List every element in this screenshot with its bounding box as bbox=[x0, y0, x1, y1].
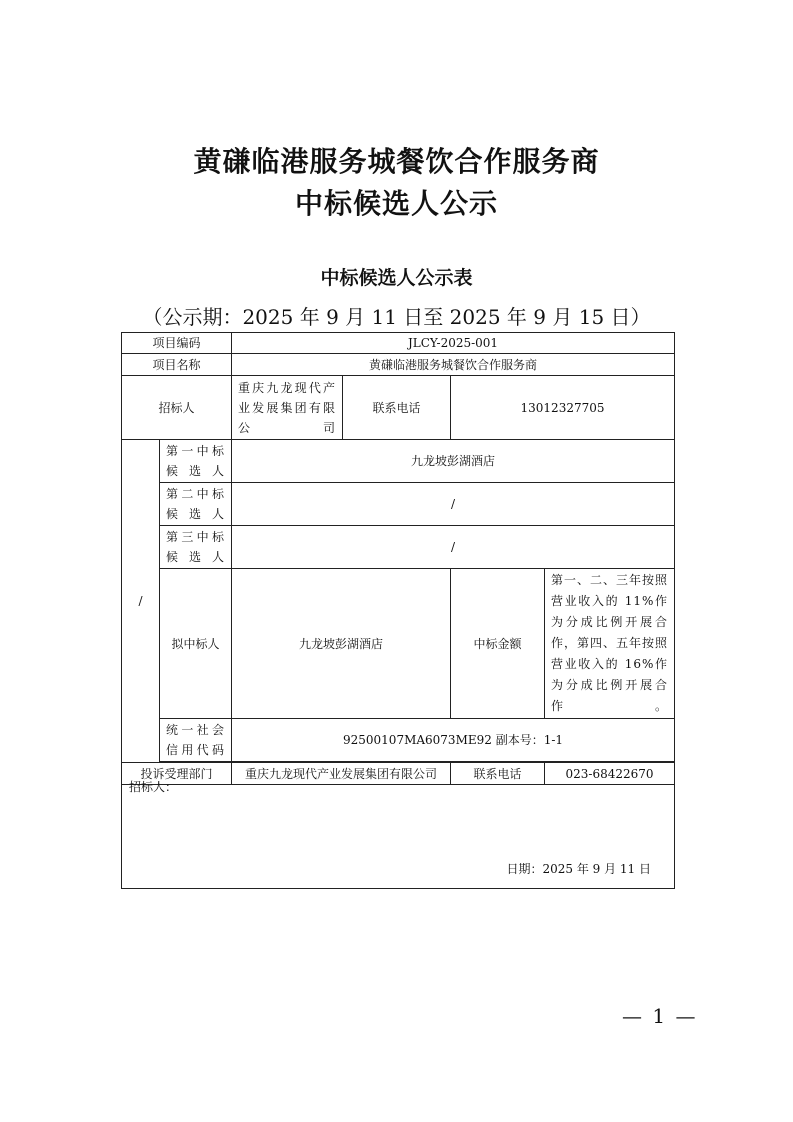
credit-code-label: 统一社会信用代码 bbox=[160, 719, 232, 762]
complaint-dept-label: 投诉受理部门 bbox=[122, 763, 232, 785]
tenderer-value: 重庆九龙现代产业发展集团有限公司 bbox=[232, 376, 343, 440]
row-proposed-winner bbox=[122, 569, 675, 719]
candidate2-value: / bbox=[232, 483, 675, 526]
complaint-phone-label: 联系电话 bbox=[451, 763, 545, 785]
bid-amount-value: 第一、二、三年按照营业收入的 11%作为分成比例开展合作，第四、五年按照营业收入的 16%作为分成比例开展合作。 bbox=[545, 569, 675, 719]
proposed-winner-label: 拟中标人 bbox=[160, 569, 232, 719]
page-number: — 1 — bbox=[622, 1004, 698, 1028]
tenderer-label: 招标人 bbox=[122, 376, 232, 440]
candidate3-value: / bbox=[232, 526, 675, 569]
signature-label: 招标人： bbox=[129, 780, 178, 794]
candidate-group-marker: / bbox=[122, 440, 160, 763]
row-project-name bbox=[122, 354, 675, 376]
contact-phone-value: 13012327705 bbox=[451, 376, 675, 440]
document-title-line2: 中标候选人公示 bbox=[294, 187, 498, 220]
candidate-notice-table bbox=[121, 332, 675, 889]
project-name-label: 项目名称 bbox=[122, 354, 232, 376]
project-code-value: JLCY-2025-001 bbox=[232, 333, 675, 354]
row-candidate-3 bbox=[122, 526, 675, 569]
bid-amount-label: 中标金额 bbox=[451, 569, 545, 719]
signature-date: 日期：2025 年 9 月 11 日 bbox=[506, 862, 651, 876]
document-title-line1: 黄磏临港服务城餐饮合作服务商 bbox=[193, 145, 600, 178]
project-name-value: 黄磏临港服务城餐饮合作服务商 bbox=[232, 354, 675, 376]
candidate1-label: 第一中标候选人 bbox=[160, 440, 232, 483]
complaint-phone-value: 023-68422670 bbox=[545, 763, 675, 785]
row-tenderer bbox=[122, 376, 675, 440]
contact-phone-label: 联系电话 bbox=[343, 376, 451, 440]
row-project-code bbox=[122, 333, 675, 354]
publicity-period: （公示期：2025 年 9 月 11 日至 2025 年 9 月 15 日） bbox=[142, 305, 651, 329]
row-candidate-1 bbox=[122, 440, 675, 483]
row-credit-code bbox=[122, 719, 675, 762]
candidate1-value: 九龙坡彭湖酒店 bbox=[232, 440, 675, 483]
proposed-winner-value: 九龙坡彭湖酒店 bbox=[232, 569, 451, 719]
row-complaint bbox=[122, 763, 675, 785]
row-candidate-2 bbox=[122, 483, 675, 526]
complaint-dept-value: 重庆九龙现代产业发展集团有限公司 bbox=[232, 763, 451, 785]
credit-code-value: 92500107MA6073ME92 副本号：1-1 bbox=[232, 719, 675, 762]
project-code-label: 项目编码 bbox=[122, 333, 232, 354]
candidate3-label: 第三中标候选人 bbox=[160, 526, 232, 569]
table-title: 中标候选人公示表 bbox=[320, 267, 473, 289]
candidate2-label: 第二中标候选人 bbox=[160, 483, 232, 526]
